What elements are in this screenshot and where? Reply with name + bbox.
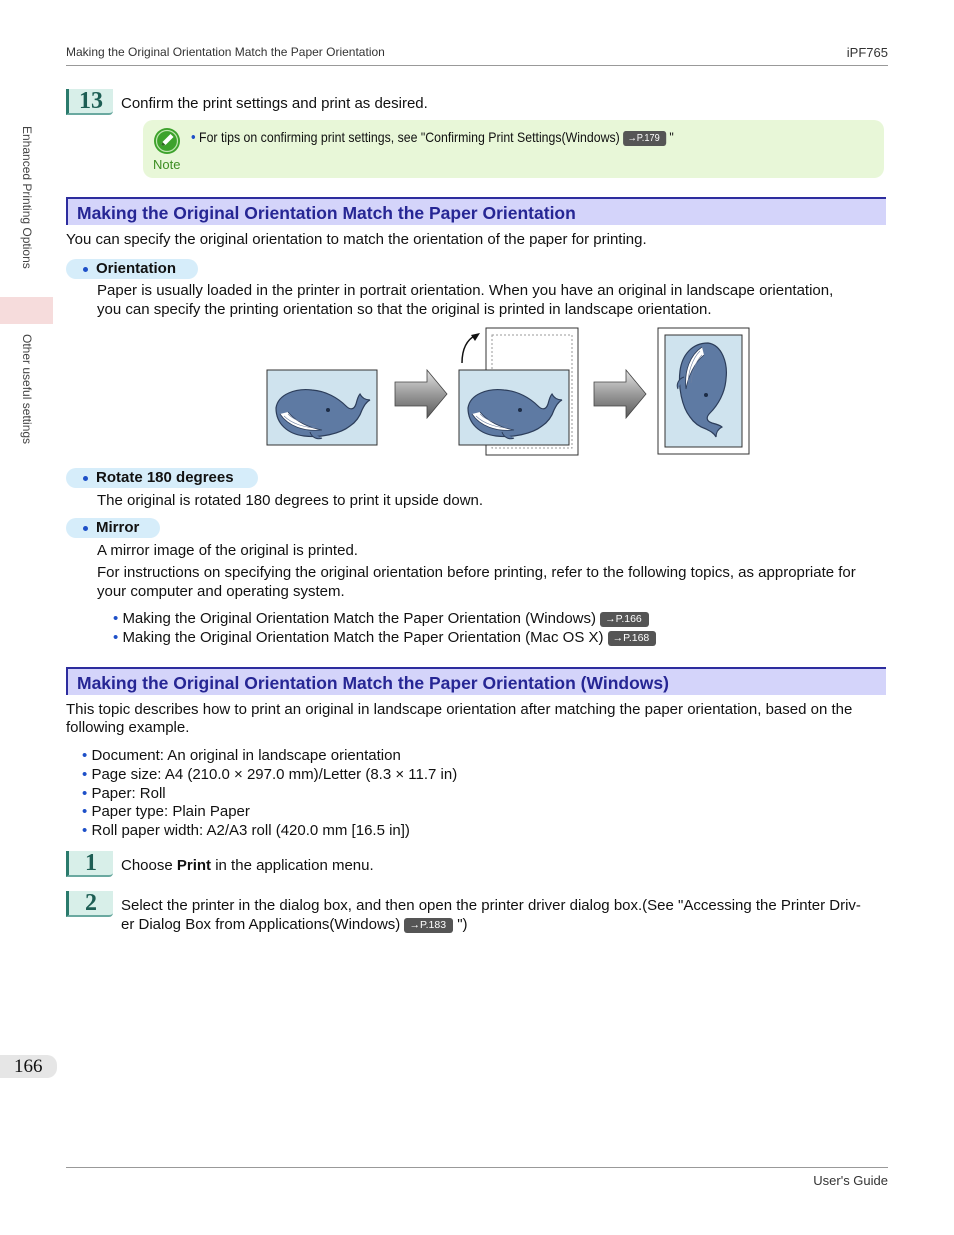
running-header-model: iPF765 — [846, 45, 888, 60]
note-label: Note — [153, 157, 181, 172]
page-ref-link[interactable]: →P.166 — [600, 612, 649, 627]
orientation-text-line1: Paper is usually loaded in the printer in portrait orientation. When you have an original in landscape orientation, — [97, 282, 834, 299]
header-rule — [66, 65, 888, 66]
bullet-icon: • — [82, 766, 88, 783]
page-ref-link[interactable]: →P.183 — [404, 918, 453, 933]
page-ref-link[interactable]: →P.168 — [608, 631, 657, 646]
list-item — [82, 821, 410, 840]
step-text-bold: Print — [176, 857, 212, 874]
list-item — [82, 802, 250, 821]
footer-rule — [66, 1167, 888, 1168]
bullet-icon: • — [82, 822, 88, 839]
side-tab-section: Enhanced Printing Options — [20, 126, 34, 269]
subheading-mirror: Mirror — [66, 518, 160, 538]
note-text — [191, 129, 674, 146]
step-text-post: in the application menu. — [211, 857, 374, 874]
note-pencil-icon — [152, 126, 182, 156]
step-text: Confirm the print settings and print as desired. — [121, 95, 428, 112]
mirror-instructions-line1: For instructions on specifying the original orientation before printing, refer to the following topics, as appropriate for — [97, 564, 856, 581]
side-tab-subsection: Other useful settings — [20, 334, 34, 445]
list-item-text: Page size: A4 (210.0 × 297.0 mm)/Letter (8.3 × 11.7 in) — [91, 766, 458, 783]
link-text[interactable]: Making the Original Orientation Match the Paper Orientation (Windows) — [122, 610, 596, 627]
running-header-title: Making the Original Orientation Match the Paper Orientation — [66, 45, 385, 59]
bullet-icon: • — [113, 629, 119, 646]
mirror-instructions-line2: your computer and operating system. — [97, 583, 345, 600]
footer-guide-title: User's Guide — [813, 1173, 888, 1188]
list-item — [82, 765, 457, 784]
step-number: 13 — [66, 89, 113, 115]
bullet-icon: • — [191, 129, 196, 146]
bullet-icon: • — [82, 747, 88, 764]
step-text-pre: Choose — [121, 857, 177, 874]
link-list-item — [113, 628, 656, 647]
link-list-item — [113, 609, 649, 628]
subheading-rotate: Rotate 180 degrees — [66, 468, 258, 488]
side-tab-highlight — [0, 297, 53, 324]
list-item — [82, 746, 401, 765]
orientation-illustration — [262, 325, 754, 460]
step-number: 2 — [66, 891, 113, 917]
step-text-line1: Select the printer in the dialog box, and then open the printer driver dialog box.(See "Accessing the Printer Driv- — [121, 897, 861, 914]
section-heading — [66, 667, 886, 695]
mirror-text: A mirror image of the original is printed. — [97, 542, 358, 559]
subheading-orientation: Orientation — [66, 259, 198, 279]
list-item-text: Paper type: Plain Paper — [91, 803, 250, 820]
section-heading-text: Making the Original Orientation Match the Paper Orientation (Windows) — [77, 673, 669, 693]
section-heading — [66, 197, 886, 225]
list-item-text: Paper: Roll — [91, 785, 166, 802]
step-text-line2-body: er Dialog Box from Applications(Windows) — [121, 916, 401, 933]
page-ref-link[interactable]: →P.179 — [623, 131, 666, 146]
rotate-text: The original is rotated 180 degrees to print it upside down. — [97, 492, 484, 509]
portrait-paper-figure — [459, 328, 578, 455]
note-text-tail: " — [665, 129, 674, 145]
landscape-original-figure — [267, 370, 377, 445]
list-item-text: Roll paper width: A2/A3 roll (420.0 mm [16.5 in]) — [91, 822, 410, 839]
section-intro: You can specify the original orientation to match the orientation of the paper for printing. — [66, 231, 647, 248]
arrow-right-icon — [395, 370, 447, 418]
note-text-body: For tips on confirming print settings, see "Confirming Print Settings(Windows) — [199, 129, 620, 145]
printed-result-figure — [658, 328, 749, 454]
step-number: 1 — [66, 851, 113, 877]
list-item-text: Document: An original in landscape orientation — [91, 747, 401, 764]
section2-intro-line1: This topic describes how to print an original in landscape orientation after matching the paper orientation, based on the — [66, 701, 853, 718]
page-number: 166 — [14, 1056, 43, 1077]
step-text-tail: ") — [453, 916, 468, 933]
link-text[interactable]: Making the Original Orientation Match the Paper Orientation (Mac OS X) — [122, 629, 604, 646]
bullet-icon: • — [113, 610, 119, 627]
list-item — [82, 784, 166, 803]
arrow-right-icon — [594, 370, 646, 418]
step-text-line2 — [121, 915, 468, 934]
section2-intro-line2: following example. — [66, 719, 190, 736]
section-heading-text: Making the Original Orientation Match the Paper Orientation — [77, 203, 576, 223]
bullet-icon: • — [82, 803, 88, 820]
bullet-icon: • — [82, 785, 88, 802]
orientation-text-line2: you can specify the printing orientation so that the original is printed in landscape orientation. — [97, 301, 712, 318]
step-text — [121, 856, 374, 875]
